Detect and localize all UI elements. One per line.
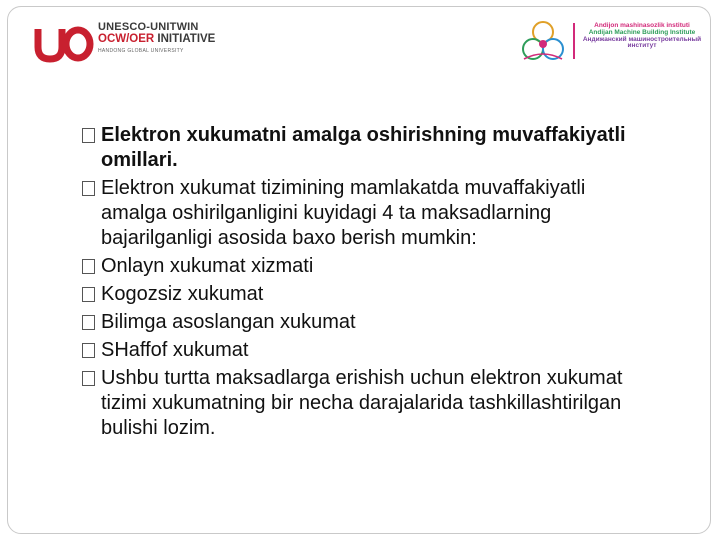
institute-name-text xyxy=(578,23,706,50)
logo-divider xyxy=(573,23,575,59)
atom-emblem-icon xyxy=(518,19,568,65)
bullet-text: Bilimga asoslangan xukumat xyxy=(101,311,356,333)
checkbox-bullet-icon xyxy=(82,315,95,330)
institute-line1: Andijon mashinasozlik instituti xyxy=(594,22,690,29)
bullet-item xyxy=(80,123,640,173)
checkbox-bullet-icon xyxy=(82,259,95,274)
unesco-logo-text xyxy=(98,22,215,54)
uo-logo-mark-icon xyxy=(34,23,94,63)
checkbox-bullet-icon xyxy=(82,287,95,302)
initiative-text: INITIATIVE xyxy=(154,33,216,45)
institute-line2: Andijan Machine Building Institute xyxy=(588,28,696,36)
bullet-item xyxy=(80,282,640,307)
bullet-item xyxy=(80,176,640,251)
bullet-text: SHaffof xukumat xyxy=(101,339,249,361)
bullet-item xyxy=(80,338,640,363)
bullet-item xyxy=(80,366,640,441)
slide xyxy=(7,6,711,534)
unesco-logo-line2 xyxy=(98,34,215,46)
bullet-text: Elektron xukumat tizimining mamlakatda muvaffakiyatli amalga oshirilganligini kuyidagi 4 ta maksadlarning bajarilganligi asosida baxo berish mumkin: xyxy=(101,177,586,249)
andijan-institute-logo xyxy=(518,19,708,65)
bullet-item xyxy=(80,310,640,335)
checkbox-bullet-icon xyxy=(82,128,95,143)
institute-line4: институт xyxy=(627,42,657,50)
ocw-oer-text: OCW/OER xyxy=(98,33,155,45)
checkbox-bullet-icon xyxy=(82,371,95,386)
institute-line3: Андижанский машиностроительный xyxy=(582,35,702,43)
slide-content xyxy=(80,123,640,444)
unesco-logo-line1: UNESCO-UNITWIN xyxy=(98,21,199,33)
unesco-logo-line3: HANDONG GLOBAL UNIVERSITY xyxy=(98,47,184,54)
bullet-text: Ushbu turtta maksadlarga erishish uchun elektron xukumat tizimi xukumatning bir necha darajalarida tashkillashtirilgan bulishi lozim. xyxy=(101,367,623,439)
checkbox-bullet-icon xyxy=(82,343,95,358)
bullet-text: Kogozsiz xukumat xyxy=(101,283,264,305)
checkbox-bullet-icon xyxy=(82,181,95,196)
bullet-text: Onlayn xukumat xizmati xyxy=(101,255,314,277)
unesco-ocw-logo xyxy=(34,21,234,63)
bullet-text: Elektron xukumatni amalga oshirishning muvaffakiyatli omillari. xyxy=(101,124,626,171)
bullet-item xyxy=(80,254,640,279)
